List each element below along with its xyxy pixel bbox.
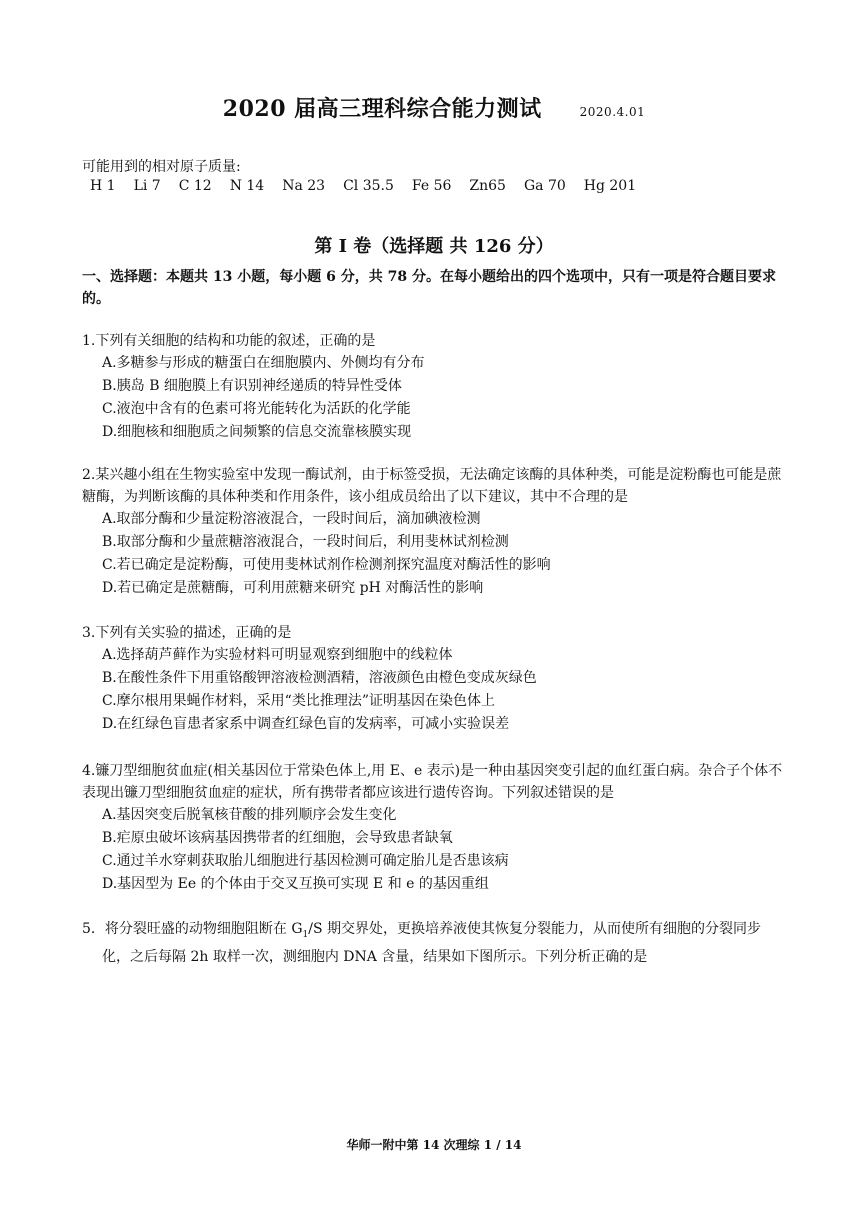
option-a: A.取部分酶和少量淀粉溶液混合，一段时间后，滴加碘液检测 xyxy=(102,511,481,527)
option-c: C.通过羊水穿刺获取胎儿细胞进行基因检测可确定胎儿是否患该病 xyxy=(102,853,509,869)
option-b: B.取部分酶和少量蔗糖溶液混合，一段时间后，利用斐林试剂检测 xyxy=(102,534,509,550)
stem-text: 5．将分裂旺盛的动物细胞阻断在 G xyxy=(82,921,303,937)
atomic-mass-label: 可能用到的相对原子质量: xyxy=(82,159,241,175)
option-d: D.在红绿色盲患者家系中调查红绿色盲的发病率，可减小实验误差 xyxy=(102,716,510,732)
atomic-mass-list xyxy=(90,178,654,194)
option-c: C.若已确定是淀粉酶，可使用斐林试剂作检测剂探究温度对酶活性的影响 xyxy=(102,557,551,573)
exam-date: 2020.4.01 xyxy=(579,105,646,119)
atomic-mass-item: Hg 201 xyxy=(583,178,637,194)
atomic-mass-item: Zn65 xyxy=(469,178,506,194)
exam-title: 2020 届高三理科综合能力测试 xyxy=(222,96,542,122)
option-a: A.基因突变后脱氧核苷酸的排列顺序会发生变化 xyxy=(102,807,397,823)
option-a: A.多糖参与形成的糖蛋白在细胞膜内、外侧均有分布 xyxy=(102,355,425,371)
question-2 xyxy=(82,464,788,600)
atomic-mass-item: Fe 56 xyxy=(411,178,452,194)
atomic-mass-item: H 1 xyxy=(90,178,116,194)
atomic-mass-item: C 12 xyxy=(178,178,212,194)
option-b: B.胰岛 B 细胞膜上有识别神经递质的特异性受体 xyxy=(102,378,402,394)
question-stem: 2.某兴趣小组在生物实验室中发现一酶试剂，由于标签受损，无法确定该酶的具体种类，可能是淀粉酶也可能是蔗糖酶，为判断该酶的具体种类和作用条件，该小组成员给出了以下建议，其中不合理的是 xyxy=(82,467,782,505)
option-b: B.疟原虫破坏该病基因携带者的红细胞，会导致患者缺氧 xyxy=(102,830,453,846)
subscript: 1 xyxy=(302,929,309,940)
option-b: B.在酸性条件下用重铬酸钾溶液检测酒精，溶液颜色由橙色变成灰绿色 xyxy=(102,670,537,686)
atomic-mass-item: N 14 xyxy=(229,178,265,194)
question-3 xyxy=(82,622,788,736)
option-d: D.细胞核和细胞质之间频繁的信息交流靠核膜实现 xyxy=(102,424,412,440)
atomic-mass-item: Li 7 xyxy=(133,178,161,194)
page-title xyxy=(0,92,868,123)
question-1 xyxy=(82,330,788,444)
question-stem: 3.下列有关实验的描述，正确的是 xyxy=(82,625,292,641)
atomic-mass-item: Na 23 xyxy=(282,178,326,194)
stem-text: /S 期交界处，更换培养液使其恢复分裂能力，从而使所有细胞的分裂同步化，之后每隔 2h 取样一次，测细胞内 DNA 含量，结果如下图所示。下列分析正确的是 xyxy=(102,921,762,965)
option-c: C.液泡中含有的色素可将光能转化为活跃的化学能 xyxy=(102,401,411,417)
section-title: 第 I 卷（选择题 共 126 分） xyxy=(314,236,554,257)
option-a: A.选择葫芦藓作为实验材料可明显观察到细胞中的线粒体 xyxy=(102,647,453,663)
atomic-mass-item: Ga 70 xyxy=(523,178,566,194)
question-5 xyxy=(82,918,788,968)
question-4 xyxy=(82,760,788,896)
atomic-mass-item: Cl 35.5 xyxy=(343,178,394,194)
question-stem: 1.下列有关细胞的结构和功能的叙述，正确的是 xyxy=(82,333,376,349)
option-d: D.若已确定是蔗糖酶，可利用蔗糖来研究 pH 对酶活性的影响 xyxy=(102,580,484,596)
option-d: D.基因型为 Ee 的个体由于交叉互换可实现 E 和 e 的基因重组 xyxy=(102,876,489,892)
page-footer: 华师一附中第 14 次理综 1 / 14 xyxy=(346,1138,522,1152)
option-c: C.摩尔根用果蝇作材料，采用“类比推理法”证明基因在染色体上 xyxy=(102,693,495,709)
section-instructions: 一、选择题：本题共 13 小题，每小题 6 分，共 78 分。在每小题给出的四个选项中，只有一项是符合题目要求的。 xyxy=(82,269,776,307)
question-stem xyxy=(82,918,788,968)
question-stem: 4.镰刀型细胞贫血症(相关基因位于常染色体上,用 E、e 表示)是一种由基因突变引起的血红蛋白病。杂合子个体不表现出镰刀型细胞贫血症的症状，所有携带者都应该进行遗传咨询。下列叙述错误的是 xyxy=(82,763,783,801)
